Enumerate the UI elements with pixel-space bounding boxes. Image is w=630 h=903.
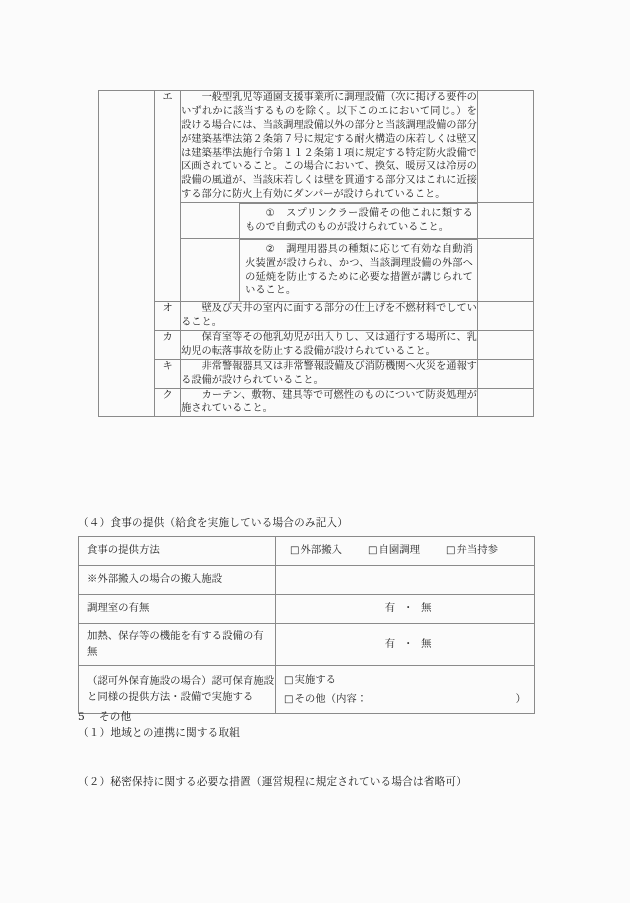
sub-item-2-line	[245, 243, 473, 299]
meal-provision-table	[78, 536, 535, 714]
table-row	[79, 595, 535, 624]
sub-item-2-text: 調理用器具の種類に応じて有効な自動消火装置が設けられ、かつ、当該調理設備の外部への延焼を防止するために必要な措置が講じられていること。	[245, 243, 473, 297]
facility-standards-table	[98, 90, 534, 417]
row-body-ku-text: カーテン、敷物、建具等で可燃性のものについて防炎処理が施されていること。	[181, 389, 477, 415]
row-body-ki-text: 非常警報器具又は非常警報設備及び消防機関へ火災を通報する設備が設けられていること。	[181, 360, 477, 386]
other-section-title-line	[78, 710, 131, 725]
checkbox-icon: □	[290, 545, 300, 557]
meal-row-4-label-line1: （認可外保育施設の場合）認可保育施設	[87, 675, 275, 688]
checkbox-option-label: 外部搬入	[300, 544, 343, 557]
table-row	[99, 302, 534, 331]
table-row	[99, 359, 534, 388]
table-row	[99, 331, 534, 360]
sub-item-2-marker: ②	[265, 243, 275, 255]
closing-paren: ）	[515, 692, 526, 705]
checkbox-option-label: その他（内容：	[294, 692, 368, 705]
row-body-e	[181, 91, 478, 203]
row-body-ka	[181, 331, 478, 360]
row-body-o	[181, 302, 478, 331]
checkbox-option-label: 弁当持参	[456, 544, 499, 557]
checkbox-option-bring-lunch[interactable]	[446, 543, 498, 559]
choice-no[interactable]: 無	[421, 602, 436, 615]
other-section-number: 5	[78, 711, 85, 723]
check-cell-ka[interactable]	[477, 331, 533, 360]
meal-row-1-label: ※外部搬入の場合の搬入施設	[79, 566, 276, 595]
checkbox-option-other[interactable]	[284, 690, 526, 709]
meal-row-0-value	[276, 537, 535, 566]
check-cell-o[interactable]	[477, 302, 533, 331]
row-body-ki	[181, 359, 478, 388]
choice-no[interactable]: 無	[421, 637, 436, 650]
meal-row-4-label	[79, 666, 276, 714]
checkbox-icon: □	[284, 675, 294, 687]
check-cell-sub-1[interactable]	[477, 203, 533, 239]
checkbox-option-label: 実施する	[294, 674, 337, 687]
other-section-title: その他	[98, 711, 132, 723]
checkbox-icon: □	[368, 545, 378, 557]
sub-item-1-marker: ①	[265, 208, 275, 219]
check-cell-ku[interactable]	[477, 388, 533, 417]
choice-separator: ・	[402, 602, 418, 615]
row-body-o-text: 壁及び天井の室内に面する部分の仕上げを不燃材料でしていること。	[181, 303, 477, 329]
check-cell-e[interactable]	[477, 91, 533, 203]
choice-separator: ・	[402, 637, 418, 650]
row-marker-ka: カ	[155, 331, 181, 360]
row-marker-o: オ	[155, 302, 181, 331]
row-marker-ku: ク	[155, 388, 181, 417]
meal-row-2-value[interactable]	[276, 595, 535, 624]
meal-row-3-label: 加熱、保存等の機能を有する設備の有無	[79, 624, 276, 666]
sub-item-1-host	[181, 203, 478, 239]
outer-blank-column	[99, 91, 155, 417]
choice-yes[interactable]: 有	[384, 602, 399, 615]
checkbox-option-in-house-cooking[interactable]	[368, 543, 420, 559]
row-marker-e: エ	[155, 91, 181, 302]
row-body-ka-text: 保育室等その他乳幼児が出入りし、又は通行する場所に、乳幼児の転落事故を防止する設備が設けられていること。	[181, 332, 477, 357]
meal-row-4-label-line2: と同様の提供方法・設備で実施する	[87, 690, 254, 703]
sub-item-2-host	[181, 238, 478, 302]
other-section-item-2: （２）秘密保持に関する必要な措置（運営規程に規定されている場合は省略可）	[78, 776, 468, 788]
row-marker-ki: キ	[155, 359, 181, 388]
checkbox-option-label: 自園調理	[378, 544, 421, 557]
check-cell-sub-2[interactable]	[477, 238, 533, 302]
table-row	[79, 666, 535, 714]
meal-row-0-label: 食事の提供方法	[79, 537, 276, 566]
checkbox-option-implement[interactable]	[284, 671, 526, 690]
sub-item-1-line	[245, 207, 473, 235]
check-cell-ki[interactable]	[477, 359, 533, 388]
checkbox-icon: □	[446, 545, 456, 557]
sub-item-1-text: スプリンクラー設備その他これに類するもので自動式のものが設けられていること。	[245, 208, 473, 233]
other-section-item-1: （１）地域との連携に関する取組	[78, 727, 241, 739]
table-row	[99, 91, 534, 203]
checkbox-icon: □	[284, 693, 294, 705]
meal-row-1-value[interactable]	[276, 566, 535, 595]
row-body-ku	[181, 388, 478, 417]
meal-row-2-label: 調理室の有無	[79, 595, 276, 624]
row-body-e-text: 一般型乳児等通園支援事業所に調理設備（次に掲げる要件のいずれかに該当するものを除く。以下このエにおいて同じ。）を設ける場合には、当該調理設備以外の部分と当該調理設備の部分が建築基準法第２条第７号に規定する耐火構造の床若しくは壁又は建築基準法施行令第１１２条第１項に規定する特定防火設備で区画されていること。この場合において、換気、暖房又は冷房の設備の風道が、当該床若しくは壁を貫通する部分又はこれに近接する部分に防火上有効にダンパーが設けられていること。	[181, 92, 477, 201]
table-row	[79, 566, 535, 595]
meal-row-4-value	[276, 666, 535, 714]
table-row	[99, 388, 534, 417]
choice-yes[interactable]: 有	[384, 637, 399, 650]
checkbox-option-outside-delivery[interactable]	[290, 543, 342, 559]
table-row	[79, 537, 535, 566]
meal-section-heading: （４）食事の提供（給食を実施している場合のみ記入）	[78, 517, 349, 529]
table-row	[79, 624, 535, 666]
meal-row-3-value[interactable]	[276, 624, 535, 666]
